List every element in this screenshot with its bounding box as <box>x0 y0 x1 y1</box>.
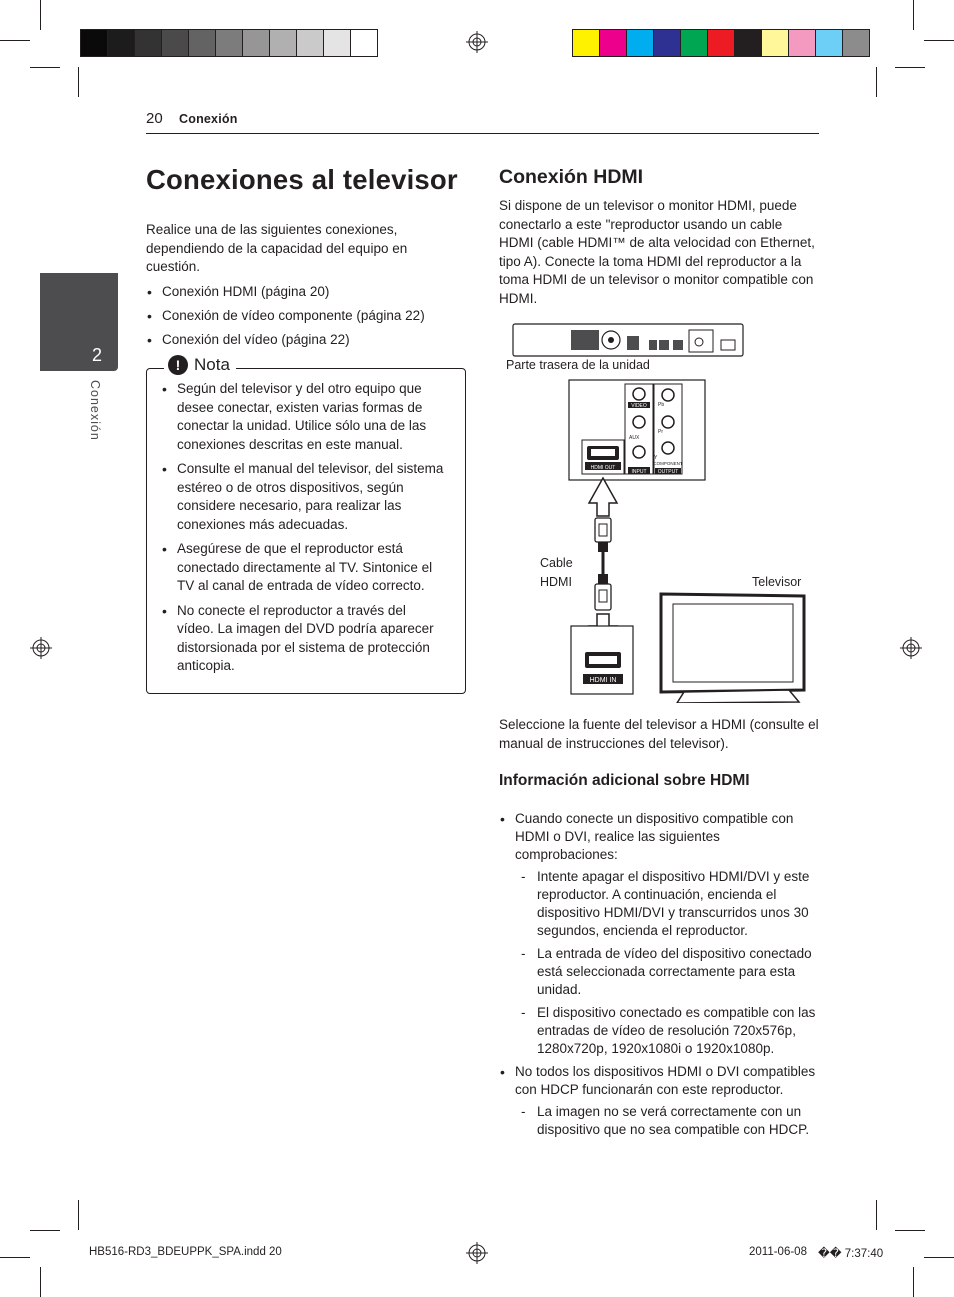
list-item: • Conexión de vídeo componente (página 22) <box>146 307 466 325</box>
crop-mark <box>78 1200 79 1230</box>
exclamation-icon: ! <box>168 355 188 375</box>
list-item: • Según del televisor y del otro equipo que desee conectar, existen varias formas de conectar la unidad. Utilice sólo una de las conexiones descritas en este manual. <box>161 380 446 454</box>
crop-mark <box>30 1230 60 1231</box>
page-title: Conexiones al televisor <box>146 164 458 195</box>
component-label: COMPONENT <box>653 461 683 466</box>
hdmi-connection-diagram <box>499 318 819 703</box>
list-item-text: Cuando conecte un dispositivo compatible con HDMI o DVI, realice las siguientes comprobaciones: <box>515 811 794 862</box>
color-swatch <box>843 30 869 56</box>
color-swatch <box>81 30 108 56</box>
section-title: Conexión HDMI <box>499 166 644 188</box>
crop-mark <box>924 40 954 41</box>
color-swatch <box>108 30 135 56</box>
color-swatch <box>297 30 324 56</box>
color-swatch <box>708 30 735 56</box>
gray-color-bar <box>80 29 378 57</box>
note-list <box>161 380 446 682</box>
color-swatch <box>816 30 843 56</box>
hdmi-out-label: HDMI OUT <box>590 465 616 471</box>
color-swatch <box>351 30 377 56</box>
pr-label: Pr <box>658 429 663 435</box>
y-label: Y <box>654 455 658 461</box>
crop-mark <box>876 1200 877 1230</box>
color-swatch <box>573 30 600 56</box>
select-source-paragraph: Seleccione la fuente del televisor a HDMI (consulte el manual de instrucciones del televisor). <box>499 717 819 751</box>
color-swatch <box>762 30 789 56</box>
list-item <box>499 810 821 1058</box>
list-item: • Conexión del vídeo (página 22) <box>146 331 466 349</box>
chapter-label: Conexión <box>88 380 102 441</box>
list-item: • No conecte el reproductor a través del vídeo. La imagen del DVD podría aparecer distorsionada por el sistema de protección anticopia. <box>161 602 446 676</box>
hdmi-cable <box>595 518 611 610</box>
list-item: • Consulte el manual del televisor, del sistema estéreo o de otros dispositivos, según considere necesario, para realizar las conexiones más adecuadas. <box>161 460 446 534</box>
header-section: Conexión <box>179 112 238 126</box>
header-rule <box>146 133 819 134</box>
video-label: VIDEO <box>631 403 647 409</box>
sub-list <box>515 868 821 1058</box>
tv-label: Televisor <box>752 575 802 589</box>
color-swatch <box>627 30 654 56</box>
process-color-bar <box>572 29 870 57</box>
cable-label-line1: Cable <box>540 556 573 570</box>
color-swatch <box>735 30 762 56</box>
cable-label-line2: HDMI <box>540 575 572 589</box>
hdmi-info-list <box>499 810 821 1144</box>
chapter-number: 2 <box>92 345 103 365</box>
crop-mark <box>78 67 79 97</box>
intro-paragraph: Realice una de las siguientes conexiones, dependiendo de la capacidad del equipo en cuestión. <box>146 222 408 274</box>
list-item: • Asegúrese de que el reproductor está conectado directamente al TV. Sintonice el TV al canal de entrada de vídeo correcto. <box>161 540 446 596</box>
crop-mark <box>895 67 925 68</box>
crop-mark <box>0 1257 30 1258</box>
list-item <box>499 1063 821 1139</box>
crop-mark <box>40 1267 41 1297</box>
chapter-tab <box>40 273 118 371</box>
hdmi-in-label: HDMI IN <box>589 677 617 684</box>
color-swatch <box>270 30 297 56</box>
player-rear-panel <box>513 324 743 356</box>
crop-mark <box>913 0 914 30</box>
crop-mark <box>913 1267 914 1297</box>
sub-list-item: - Intente apagar el dispositivo HDMI/DVI y este reproductor. A continuación, encienda el dispositivo HDMI/DVI y transcurridos unos 30 segundos, encienda el reproductor. <box>515 868 821 940</box>
footer-date: 2011-06-08 <box>749 1246 807 1258</box>
input-label: INPUT <box>631 469 647 475</box>
note-header <box>164 354 236 376</box>
color-swatch <box>681 30 708 56</box>
zoomed-panel <box>569 380 705 480</box>
arrow-up-icon <box>589 478 617 516</box>
color-swatch <box>189 30 216 56</box>
hdmi-paragraph: Si dispone de un televisor o monitor HDMI, puede conectarlo a este "reproductor usando un cable HDMI (cable HDMI™ de alta velocidad con Ethernet, tipo A). Conecte la toma HDMI del reproductor a la toma HDMI de un televisor o monitor compatible con HDMI. <box>499 198 815 306</box>
registration-mark-icon <box>466 31 488 53</box>
crop-mark <box>895 1230 925 1231</box>
list-item: • Conexión HDMI (página 20) <box>146 283 466 301</box>
crop-mark <box>0 40 30 41</box>
list-item-text: No todos los dispositivos HDMI o DVI compatibles con HDCP funcionarán con este reproductor. <box>515 1064 816 1097</box>
crop-mark <box>876 67 877 97</box>
sub-list-item: - El dispositivo conectado es compatible con las entradas de vídeo de resolución 720x576p, 1280x720p, 1920x1080i o 1920x1080p. <box>515 1004 821 1058</box>
rear-label: Parte trasera de la unidad <box>506 358 650 372</box>
television-icon <box>661 594 804 703</box>
page-number: 20 <box>146 110 163 127</box>
color-swatch <box>600 30 627 56</box>
sub-list <box>515 1103 821 1139</box>
sub-list-item: - La imagen no se verá correctamente con un dispositivo que no sea compatible con HDCP. <box>515 1103 821 1139</box>
footer-filename: HB516-RD3_BDEUPPK_SPA.indd 20 <box>89 1246 282 1258</box>
crop-mark <box>30 67 60 68</box>
crop-mark <box>924 1257 954 1258</box>
registration-mark-icon <box>900 637 922 659</box>
aux-label: AUX <box>629 435 640 441</box>
color-swatch <box>216 30 243 56</box>
color-swatch <box>135 30 162 56</box>
registration-mark-icon <box>466 1242 488 1264</box>
color-swatch <box>654 30 681 56</box>
crop-mark <box>40 0 41 30</box>
note-title: Nota <box>194 355 230 374</box>
sub-list-item: - La entrada de vídeo del dispositivo conectado está seleccionada correctamente para esta unidad. <box>515 945 821 999</box>
pb-label: Pb <box>658 402 665 408</box>
color-swatch <box>789 30 816 56</box>
connection-options <box>146 283 466 355</box>
subsection-title: Información adicional sobre HDMI <box>499 772 750 789</box>
color-swatch <box>324 30 351 56</box>
color-swatch <box>162 30 189 56</box>
output-label: OUTPUT <box>657 469 679 475</box>
tv-hdmi-panel <box>571 626 633 694</box>
registration-mark-icon <box>30 637 52 659</box>
footer-time: �� 7:37:40 <box>818 1248 884 1260</box>
color-swatch <box>243 30 270 56</box>
